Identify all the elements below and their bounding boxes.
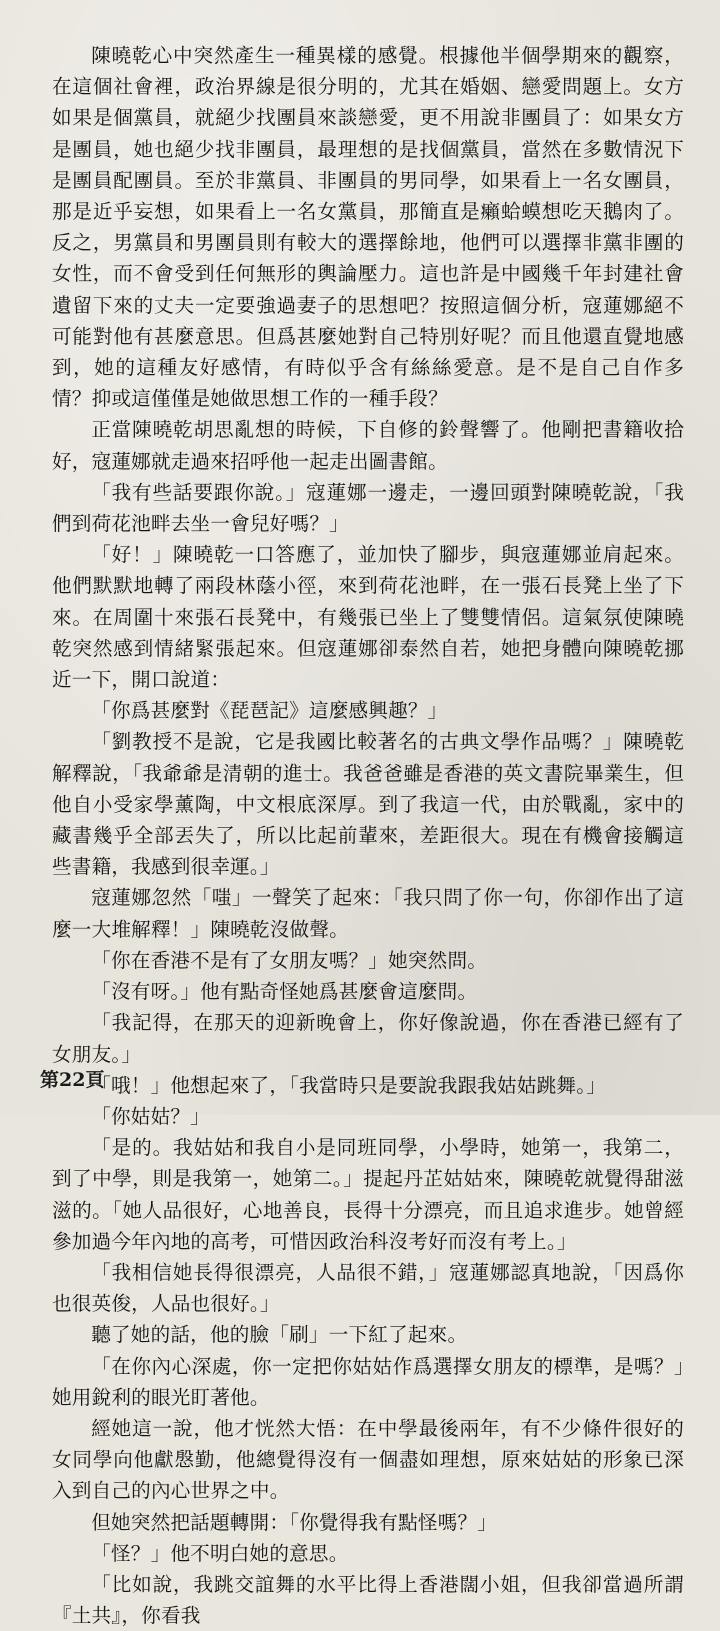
paragraph: 聽了她的話，他的臉「刷」一下紅了起來。 xyxy=(91,1323,468,1347)
paragraph: 正當陳曉乾胡思亂想的時候，下自修的鈴聲響了。他剛把書籍收拾好，寇蓮娜就走過來招呼他一起走出圖書館。 xyxy=(52,418,684,473)
paragraph: 「在你內心深處，你一定把你姑姑作爲選擇女朋友的標準，是嗎？」她用銳利的眼光盯著他。 xyxy=(52,1354,684,1409)
page-number: 第22頁 xyxy=(40,1069,105,1091)
paragraph: 「是的。我姑姑和我自小是同班同學，小學時，她第一，我第二，到了中學，則是我第一，她第二。」提起丹芷姑姑來，陳曉乾就覺得甜滋滋的。「她人品很好，心地善良，長得十分漂亮，而且追求進步。她曾經參加過今年內地的高考，可惜因政治科沒考好而沒有考上。」 xyxy=(52,1136,684,1253)
paragraph: 但她突然把話題轉開：「你覺得我有點怪嗎？」 xyxy=(91,1510,498,1534)
paragraph: 「好！」陳曉乾一口答應了，並加快了腳步，與寇蓮娜並肩起來。他們默默地轉了兩段林蔭小徑，來到荷花池畔，在一張石長凳上坐了下來。在周圍十來張石長凳中，有幾張已坐上了雙雙情侶。這氣氛使陳曉乾突然感到情緒緊張起來。但寇蓮娜卻泰然自若，她把身體向陳曉乾挪近一下，開口說道： xyxy=(52,543,684,692)
paragraph: 「劉教授不是說，它是我國比較著名的古典文學作品嗎？」陳曉乾解釋說，「我爺爺是清朝的進士。我爸爸雖是香港的英文書院畢業生，但他自小受家學薰陶，中文根底深厚。到了我這一代，由於戰亂，家中的藏書幾乎全部丟失了，所以比起前輩來，差距很大。現在有機會接觸這些書籍，我感到很幸運。」 xyxy=(52,730,684,879)
paragraph: 「怪？」他不明白她的意思。 xyxy=(91,1541,349,1565)
paragraph: 「沒有呀。」他有點奇怪她爲甚麼會這麼問。 xyxy=(91,980,478,1004)
paragraph: 陳曉乾心中突然產生一種異樣的感覺。根據他半個學期來的觀察，在這個社會裡，政治界線是很分明的，尤其在婚姻、戀愛問題上。女方如果是個黨員，就絕少找團員來談戀愛，更不用說非團員了：如果女方是團員，她也絕少找非團員，最理想的是找個黨員，當然在多數情況下是團員配團員。至於非黨員、非團員的男同學，如果看上一名女團員，那是近乎妄想，如果看上一名女黨員，那簡直是癩蛤蟆想吃天鵝肉了。反之，男黨員和男團員則有較大的選擇餘地，他們可以選擇非黨非團的女性，而不會受到任何無形的輿論壓力。這也許是中國幾千年封建社會遺留下來的丈夫一定要強過妻子的思想吧？按照這個分析，寇蓮娜絕不可能對他有甚麼意思。但爲甚麼她對自己特別好呢？而且他還直覺地感到，她的這種友好感情，有時似乎含有絲絲愛意。是不是自己自作多情？抑或這僅僅是她做思想工作的一種手段？ xyxy=(52,44,684,411)
paragraph: 「你姑姑？」 xyxy=(91,1104,210,1128)
paragraph: 「我記得，在那天的迎新晚會上，你好像說過，你在香港已經有了女朋友。」 xyxy=(52,1011,684,1066)
paragraph: 「比如說，我跳交誼舞的水平比得上香港闊小姐，但我卻當過所謂『土共』，你看我 xyxy=(52,1572,684,1628)
paragraph: 經她這一說，他才恍然大悟：在中學最後兩年，有不少條件很好的女同學向他獻慇勤，他總覺得沒有一個盡如理想，原來姑姑的形象已深入到自己的內心世界之中。 xyxy=(52,1416,684,1503)
paragraph: 「你爲甚麼對《琵琶記》這麼感興趣？」 xyxy=(91,699,448,723)
paragraph: 「我相信她長得很漂亮，人品很不錯，」寇蓮娜認真地說，「因爲你也很英俊，人品也很好。」 xyxy=(52,1260,684,1316)
paragraph: 「我有些話要跟你說。」寇蓮娜一邊走，一邊回頭對陳曉乾說，「我們到荷花池畔去坐一會兒好嗎？」 xyxy=(52,480,684,536)
paragraph: 「哦！」他想起來了，「我當時只是要說我跟我姑姑跳舞。」 xyxy=(91,1073,607,1097)
paragraph: 寇蓮娜忽然「嗤」一聲笑了起來：「我只問了你一句，你卻作出了這麼一大堆解釋！」陳曉乾沒做聲。 xyxy=(52,886,684,941)
body-text xyxy=(52,40,684,1631)
paragraph: 「你在香港不是有了女朋友嗎？」她突然問。 xyxy=(91,948,488,972)
